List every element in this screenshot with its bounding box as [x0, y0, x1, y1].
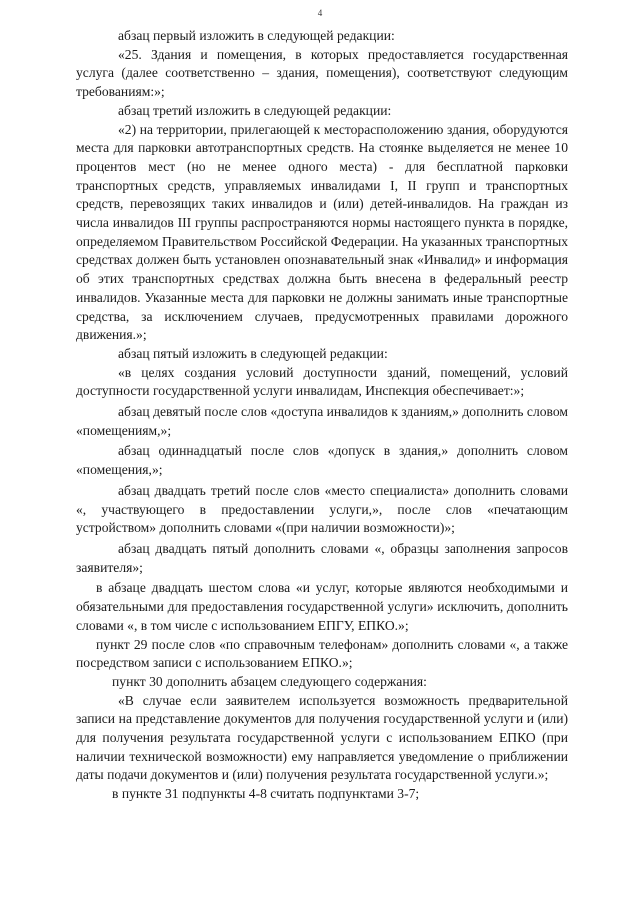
paragraph: абзац первый изложить в следующей редакции: [118, 28, 395, 43]
paragraph: абзац одиннадцатый после слов «допуск в здания,» дополнить словом «помещения,»; [76, 443, 568, 478]
paragraph: «2) на территории, прилегающей к месторасположению здания, оборудуются места для парковки автотранспортных средств. На стоянке выделяется не менее 10 процентов мест (но не менее одного места) - для бесплатной парковки транспортных средств, управляемых инвалидами I, II групп и транспортных средств, перевозящих таких инвалидов и (или) детей-инвалидов. На граждан из числа инвалидов III группы распространяются нормы настоящего пункта в порядке, определяемом Правительством Российской Федерации. На указанных транспортных средствах должен быть установлен опознавательный знак «Инвалид» и информация об этих транспортных средствах должна быть внесена в федеральный реестр инвалидов. Указанные места для парковки не должны занимать иные транспортные средства, за исключением случаев, предусмотренных правилами дорожного движения.»; [76, 121, 568, 343]
paragraph: абзац девятый после слов «доступа инвалидов к зданиям,» дополнить словом «помещениям,»; [76, 404, 568, 438]
paragraph: в абзаце двадцать шестом слова «и услуг, которые являются необходимыми и обязательными для предоставления государственной услуги» исключить, дополнить словами «, в том числе с использованием ЕПГУ, ЕПКО.»; [76, 580, 568, 633]
page-number: 4 [317, 8, 323, 18]
document-body [76, 27, 568, 804]
paragraph: пункт 30 дополнить абзацем следующего содержания: [112, 673, 427, 689]
paragraph: абзац пятый изложить в следующей редакции: [118, 345, 388, 361]
paragraph: в пункте 31 подпункты 4-8 считать подпунктами 3-7; [112, 786, 420, 802]
paragraph: абзац двадцать третий после слов «место специалиста» дополнить словами «, участвующего в предоставлении услуги,», после слов «печатающим устройством» дополнить словами «(при наличии возможности)»; [76, 482, 568, 536]
paragraph: «25. Здания и помещения, в которых предоставляется государственная услуга (далее соответственно – здания, помещения), соответствуют следующим требованиям:»; [76, 46, 568, 100]
paragraph: «В случае если заявителем используется возможность предварительной записи на представление документов для получения государственной услуги и (или) для получения результата государственной услуги с использованием ЕПКО (при наличии технической возможности) ему направляется уведомление о приближении даты подачи документов и (или) получения результата государственной услуги.»; [76, 692, 568, 783]
paragraph: абзац двадцать пятый дополнить словами «, образцы заполнения запросов заявителя»; [76, 540, 568, 575]
paragraph: пункт 29 после слов «по справочным телефонам» дополнить словами «, а также посредством записи с использованием ЕПКО.»; [76, 636, 568, 671]
paragraph: абзац третий изложить в следующей редакции: [118, 102, 392, 118]
paragraph: «в целях создания условий доступности зданий, помещений, условий доступности государственной услуги инвалидам, Инспекция обеспечивает:»; [76, 364, 568, 399]
